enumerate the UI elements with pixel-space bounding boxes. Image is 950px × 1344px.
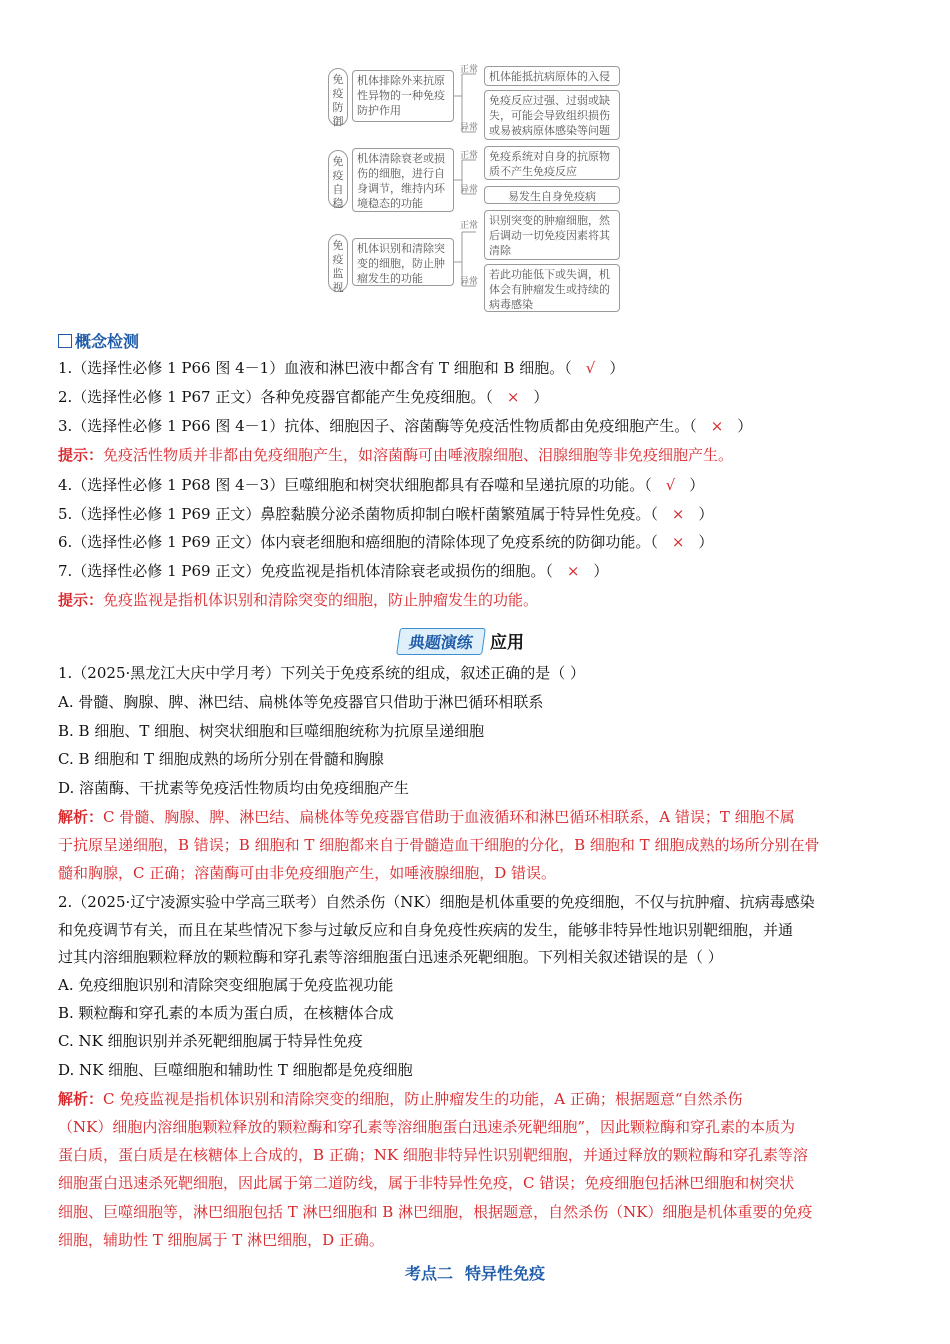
cross-mark-icon: × bbox=[671, 505, 685, 523]
diagram-group-1-desc: 机体排除外来抗原性异物的一种免疫防护作用 bbox=[352, 70, 454, 122]
checkbox-square-icon bbox=[58, 334, 72, 348]
diagram-group-2-name: 免疫自稳 bbox=[328, 150, 348, 208]
diagram-normal-tag: 正常 bbox=[460, 221, 479, 231]
q2-stem-line-1: 2.（2025·辽宁凌源实验中学高三联考）自然杀伤（NK）细胞是机体重要的免疫细胞，不仅与抗肿瘤、抗病毒感染 bbox=[58, 893, 815, 911]
diagram-abnormal-tag: 异常 bbox=[460, 185, 479, 195]
practice-banner bbox=[398, 628, 524, 654]
concept-item-3: 3.（选择性必修 1 P66 图 4－1）抗体、细胞因子、溶菌酶等免疫活性物质都由免疫细胞产生。（ × ） bbox=[58, 417, 753, 435]
diagram-abnormal-tag: 异常 bbox=[460, 123, 479, 133]
diagram-group-1-abnormal: 免疫反应过强、过弱或缺失，可能会导致组织损伤或易被病原体感染等问题 bbox=[484, 90, 620, 140]
diagram-group-3-name: 免疫监视 bbox=[328, 234, 348, 292]
diagram-group-3-normal: 识别突变的肿瘤细胞，然后调动一切免疫因素将其清除 bbox=[484, 210, 620, 260]
q2-stem-line-2: 和免疫调节有关，而且在某些情况下参与过敏反应和自身免疫性疾病的发生，能够非特异性地识别靶细胞，并通 bbox=[58, 921, 794, 939]
concept-item-2: 2.（选择性必修 1 P67 正文）各种免疫器官都能产生免疫细胞。（ × ） bbox=[58, 388, 549, 406]
q1-option-b: B. B 细胞、T 细胞、树突状细胞和巨噬细胞统称为抗原呈递细胞 bbox=[58, 722, 485, 740]
q2-stem-line-3: 过其内溶细胞颗粒释放的颗粒酶和穿孔素等溶细胞蛋白迅速杀死靶细胞。下列相关叙述错误的是（ ） bbox=[58, 948, 723, 966]
concept-item-6: 6.（选择性必修 1 P69 正文）体内衰老细胞和癌细胞的清除体现了免疫系统的防御功能。（ × ） bbox=[58, 533, 714, 551]
q2-analysis-line-4: 细胞蛋白迅速杀死靶细胞，因此属于第二道防线，属于非特异性免疫，C 错误；免疫细胞包括淋巴细胞和树突状 bbox=[58, 1174, 795, 1192]
q1-option-a: A. 骨髓、胸腺、脾、淋巴结、扁桃体等免疫器官只借助于淋巴循环相联系 bbox=[58, 693, 544, 711]
q2-option-d: D. NK 细胞、巨噬细胞和辅助性 T 细胞都是免疫细胞 bbox=[58, 1061, 413, 1079]
diagram-group-3-desc: 机体识别和清除突变的细胞，防止肿瘤发生的功能 bbox=[352, 238, 454, 286]
q2-option-c: C. NK 细胞识别并杀死靶细胞属于特异性免疫 bbox=[58, 1032, 363, 1050]
concept-item-7: 7.（选择性必修 1 P69 正文）免疫监视是指机体清除衰老或损伤的细胞。（ × ） bbox=[58, 562, 609, 580]
concept-item-1: 1.（选择性必修 1 P66 图 4－1）血液和淋巴液中都含有 T 细胞和 B 细胞。（ √ ） bbox=[58, 359, 625, 377]
q1-stem: 1.（2025·黑龙江大庆中学月考）下列关于免疫系统的组成，叙述正确的是（ ） bbox=[58, 664, 586, 682]
q2-analysis-line-2: （NK）细胞内溶细胞颗粒释放的颗粒酶和穿孔素等溶细胞蛋白迅速杀死靶细胞”，因此颗粒酶和穿孔素的本质为 bbox=[58, 1118, 796, 1136]
diagram-group-2-abnormal: 易发生自身免疫病 bbox=[484, 186, 620, 204]
diagram-group-2-desc: 机体清除衰老或损伤的细胞，进行自身调节，维持内环境稳态的功能 bbox=[352, 148, 454, 212]
diagram-group-1-name: 免疫防御 bbox=[328, 68, 348, 126]
concept-item-5: 5.（选择性必修 1 P69 正文）鼻腔黏膜分泌杀菌物质抑制白喉杆菌繁殖属于特异性免疫。（ × ） bbox=[58, 505, 714, 523]
cross-mark-icon: × bbox=[710, 417, 724, 435]
q2-analysis-line-6: 细胞，辅助性 T 细胞属于 T 淋巴细胞，D 正确。 bbox=[58, 1231, 384, 1249]
q2-analysis-line-1: 解析：C 免疫监视是指机体识别和清除突变的细胞，防止肿瘤发生的功能，A 正确；根据题意“自然杀伤 bbox=[58, 1090, 743, 1108]
diagram-group-2-normal: 免疫系统对自身的抗原物质不产生免疫反应 bbox=[484, 146, 620, 180]
q2-option-b: B. 颗粒酶和穿孔素的本质为蛋白质，在核糖体合成 bbox=[58, 1004, 394, 1022]
q1-option-d: D. 溶菌酶、干扰素等免疫活性物质均由免疫细胞产生 bbox=[58, 779, 410, 797]
q1-option-c: C. B 细胞和 T 细胞成熟的场所分别在骨髓和胸腺 bbox=[58, 750, 384, 768]
concept-hint-7: 提示：免疫监视是指机体识别和清除突变的细胞，防止肿瘤发生的功能。 bbox=[58, 591, 539, 609]
q1-analysis-line-3: 髓和胸腺，C 正确；溶菌酶可由非免疫细胞产生，如唾液腺细胞，D 错误。 bbox=[58, 864, 557, 882]
immune-function-diagram bbox=[326, 62, 626, 314]
cross-mark-icon: × bbox=[671, 533, 685, 551]
diagram-abnormal-tag: 异常 bbox=[460, 277, 479, 287]
diagram-group-1-normal: 机体能抵抗病原体的入侵 bbox=[484, 66, 620, 86]
concept-hint-3: 提示：免疫活性物质并非都由免疫细胞产生，如溶菌酶可由唾液腺细胞、泪腺细胞等非免疫细胞产生。 bbox=[58, 446, 734, 464]
q2-analysis-line-3: 蛋白质，蛋白质是在核糖体上合成的，B 正确；NK 细胞非特异性识别靶细胞，并通过释放的颗粒酶和穿孔素等溶 bbox=[58, 1146, 808, 1164]
check-mark-icon: √ bbox=[585, 359, 596, 377]
q1-analysis-line-2: 于抗原呈递细胞，B 错误；B 细胞和 T 细胞都来自于骨髓造血干细胞的分化，B 细胞和 T 细胞成熟的场所分别在骨 bbox=[58, 836, 820, 854]
next-section-title: 考点二 特异性免疫 bbox=[404, 1264, 546, 1283]
concept-check-title: 概念检测 bbox=[58, 329, 139, 352]
check-mark-icon: √ bbox=[665, 476, 676, 494]
q2-analysis-line-5: 细胞、巨噬细胞等，淋巴细胞包括 T 淋巴细胞和 B 淋巴细胞，根据题意，自然杀伤（NK）细胞是机体重要的免疫 bbox=[58, 1203, 813, 1221]
q1-analysis-line-1: 解析：C 骨髓、胸腺、脾、淋巴结、扁桃体等免疫器官借助于血液循环和淋巴循环相联系，A 错误；T 细胞不属 bbox=[58, 808, 795, 826]
cross-mark-icon: × bbox=[506, 388, 520, 406]
diagram-normal-tag: 正常 bbox=[460, 65, 479, 75]
practice-banner-suffix: 应用 bbox=[490, 633, 525, 653]
q2-option-a: A. 免疫细胞识别和清除突变细胞属于免疫监视功能 bbox=[58, 976, 394, 994]
diagram-group-3-abnormal: 若此功能低下或失调，机体会有肿瘤发生或持续的病毒感染 bbox=[484, 264, 620, 312]
diagram-normal-tag: 正常 bbox=[460, 151, 479, 161]
cross-mark-icon: × bbox=[566, 562, 580, 580]
concept-item-4: 4.（选择性必修 1 P68 图 4－3）巨噬细胞和树突状细胞都具有吞噬和呈递抗原的功能。（ √ ） bbox=[58, 476, 705, 494]
practice-banner-tag: 典题演练 bbox=[396, 628, 486, 655]
